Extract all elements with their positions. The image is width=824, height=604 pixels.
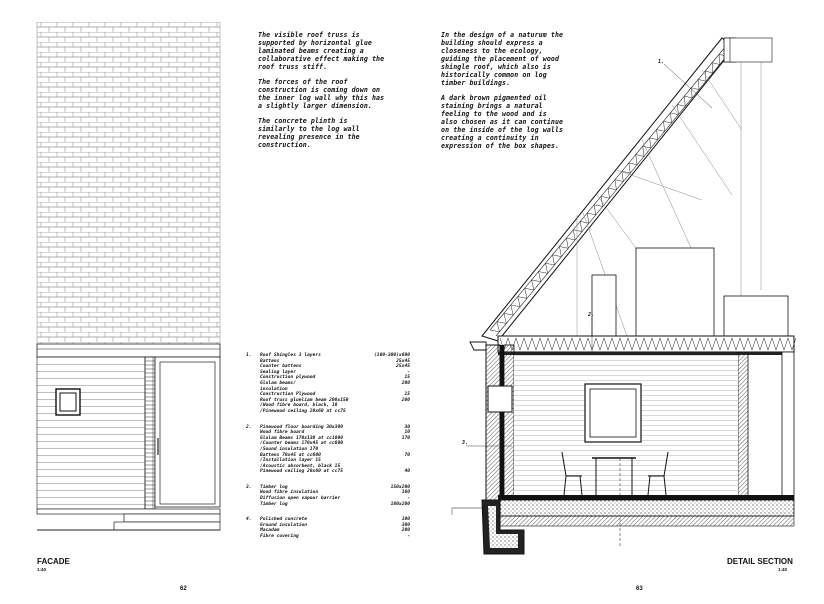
spec-material: Pinewood floor boarding 30x300	[260, 424, 343, 430]
spec-dimension: 30	[404, 424, 410, 430]
spec-material: Polished concrete	[260, 517, 308, 523]
spec-group-number: 3.	[246, 484, 252, 490]
spec-row	[248, 469, 410, 475]
spec-dimension: 300	[401, 522, 410, 528]
page-number-right: 63	[636, 586, 643, 592]
spec-dimension: 160	[401, 490, 410, 496]
facade-scale: 1:40	[37, 567, 47, 572]
spec-group-number: 2.	[246, 424, 252, 430]
spec-group	[248, 485, 410, 507]
page-number-left: 62	[180, 586, 187, 592]
glass-door	[155, 357, 220, 507]
spec-group-number: 1.	[246, 353, 252, 358]
upper-box-volume	[636, 248, 714, 336]
spec-material: /Sound insulation 170	[260, 446, 319, 452]
spec-dimension: 70	[404, 452, 410, 458]
spec-material: Diffusion open vapour barrier	[260, 496, 341, 502]
spec-dimension: 15	[404, 392, 410, 398]
spec-material: Wood fibre board	[260, 430, 305, 436]
spec-material: Construction plywood	[260, 375, 316, 381]
spec-material: Sealing layer	[260, 369, 296, 375]
wall-window	[488, 386, 512, 412]
spec-material: Construction Plywood	[260, 392, 316, 398]
plinth	[37, 509, 220, 514]
spec-dimension: -	[407, 369, 410, 375]
spec-dimension: 200	[401, 397, 410, 403]
right-page	[412, 0, 824, 604]
left-paragraph: The concrete plinth is similarly to the log wall revealing presence in the construction.	[258, 117, 360, 149]
detail-section-title: DETAIL SECTION	[727, 557, 793, 566]
marker-2: 2.	[588, 312, 595, 318]
left-intro-text	[258, 31, 388, 156]
spec-dimension: 40	[404, 469, 410, 475]
macadam-layer	[498, 516, 794, 526]
spec-dimension: 15	[404, 375, 410, 381]
spec-material: Timber log	[260, 501, 288, 507]
spec-dimension: 170	[401, 435, 410, 441]
spec-dimension: 150x200	[390, 484, 410, 490]
spec-material: Battens 70x45 at cc600	[260, 452, 321, 458]
left-paragraph: The forces of the roof construction is coming down on the inner log wall why this has a slightly larger dimension.	[258, 78, 385, 110]
spec-dimension: 25x45	[396, 364, 410, 370]
spec-group-number: 4.	[246, 517, 252, 523]
inner-log-wall	[504, 345, 514, 500]
gutter	[470, 342, 486, 350]
spec-dimension: 200	[401, 528, 410, 534]
spec-dimension: -	[407, 496, 410, 502]
spec-material: /Pinewood ceiling 20x60 at cc75	[260, 408, 346, 414]
left-paragraph: The visible roof truss is supported by horizontal glue laminated beams creating a collaborative effect making the roof truss stiff.	[258, 31, 385, 71]
spec-material: /Counter beams 170x45 at cc600	[260, 441, 343, 447]
right-intro-text	[441, 31, 567, 157]
spec-row	[248, 409, 410, 415]
spec-dimension: 180x200	[390, 501, 410, 507]
spec-material: Ground insulation	[260, 522, 308, 528]
spec-material: /Wood fibre board, black, 10	[260, 403, 338, 409]
spec-dimension: 10	[404, 430, 410, 436]
spec-material: Counter battens	[260, 364, 302, 370]
spec-group	[248, 517, 410, 539]
right-paragraph: In the design of a naturum the building should express a closeness to the ecology, guiding the placement of wood shingle roof, which also is historically common on log timber buildings.	[441, 31, 564, 87]
spec-dimension: 25x45	[396, 358, 410, 364]
spec-group	[248, 425, 410, 475]
step-2	[114, 522, 220, 530]
facade-title: FACADE	[37, 557, 70, 566]
spec-material: Pinewood ceiling 20x60 at cc75	[260, 469, 343, 475]
spec-material: Roof truss glueliam beam 200x150	[260, 397, 349, 403]
spec-material: Fibre covering	[260, 534, 299, 540]
ground-insulation	[498, 500, 794, 516]
material-spec-list	[248, 353, 410, 550]
step-1	[124, 514, 220, 522]
spec-material: insulation	[260, 386, 288, 392]
spec-material: Battens	[260, 358, 280, 364]
detail-section-scale: 1:40	[778, 567, 788, 572]
spec-dimension: 200	[401, 380, 410, 386]
spec-group	[248, 353, 410, 415]
spec-material: /Acoustic absorbent, black 15	[260, 463, 341, 469]
spec-row	[248, 502, 410, 508]
marker-3: 3.	[462, 440, 469, 446]
eave	[37, 344, 220, 357]
log-column	[145, 357, 155, 509]
right-paragraph: A dark brown pigmented oil staining brings a natural feeling to the wood and is also chosen as it can continue on the inside of the log walls creating a continuity in expression of the box shapes.	[441, 94, 564, 150]
spec-material: Macadam	[260, 528, 280, 534]
spec-dimension: (100-300)x600	[374, 353, 410, 358]
spec-material: Wood fibre insulation	[260, 490, 319, 496]
marker-1: 1.	[658, 59, 665, 65]
spec-dimension: 100	[401, 517, 410, 523]
spec-material: /Installation layer 15	[260, 458, 321, 464]
spec-material: Glulam Beams 170x130 at cc1000	[260, 435, 343, 441]
outer-log-wall	[486, 345, 500, 500]
spec-material: Glulam beams/	[260, 380, 296, 386]
wall-boards	[37, 357, 145, 509]
spec-material: Timber log	[260, 484, 288, 490]
right-wall	[738, 352, 748, 500]
roof-shingles	[37, 22, 220, 344]
spec-dimension: -	[407, 534, 410, 540]
spec-row	[248, 534, 410, 540]
spec-material: Roof Shingles 3 layers	[260, 353, 321, 358]
